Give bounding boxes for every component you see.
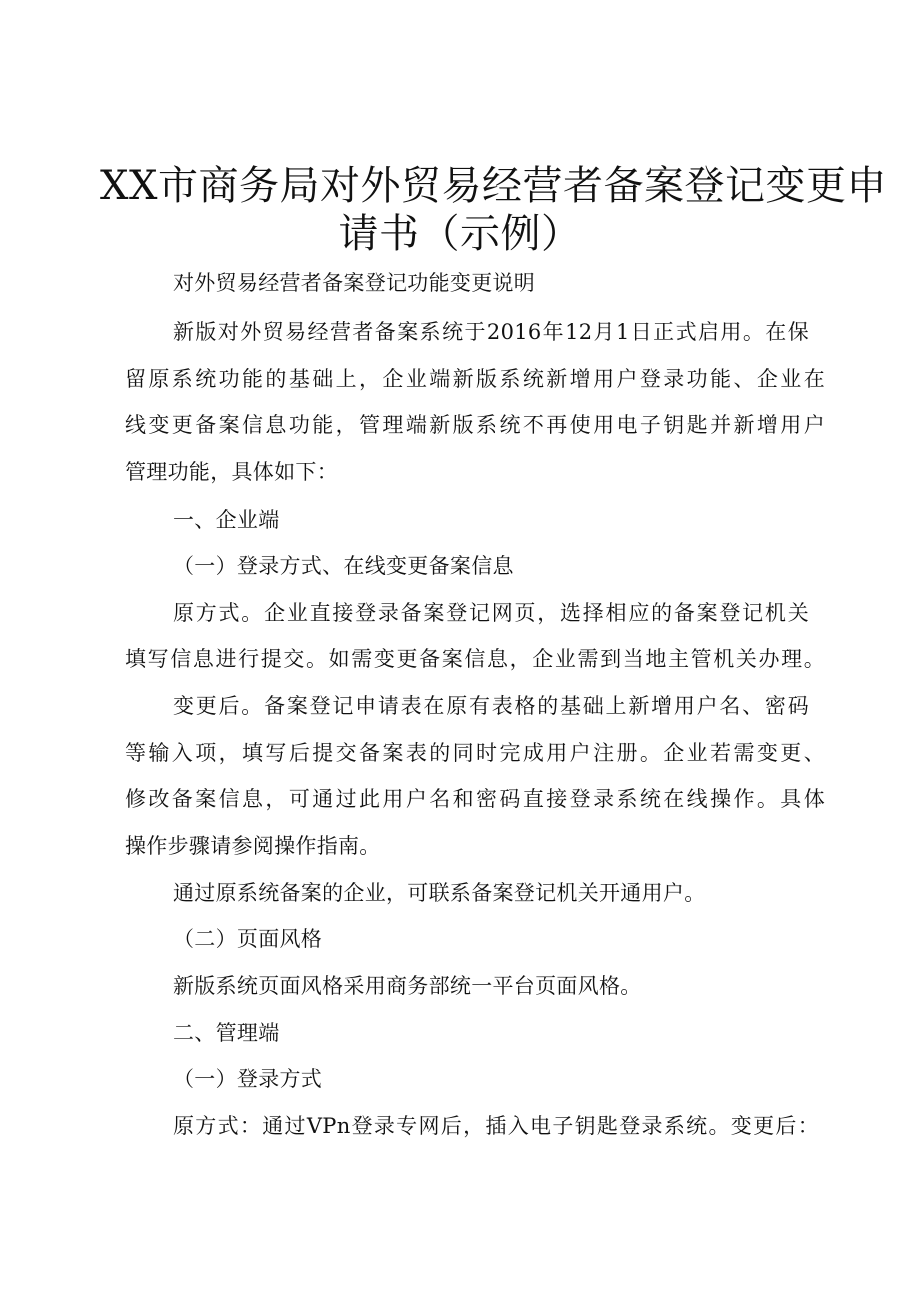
paragraph-line: 通过原系统备案的企业，可联系备案登记机关开通用户。 [173,881,706,905]
subsection-heading: （一）登录方式 [173,1067,323,1091]
paragraph-line: 管理功能，具体如下： [125,460,338,484]
paragraph-line: 原方式：通过VPn登录专网后，插入电子钥匙登录系统。变更后： [173,1114,819,1138]
subsection-heading: （二）页面风格 [173,927,323,951]
subsection-heading: （一）登录方式、在线变更备案信息 [173,554,514,578]
paragraph-line: 等输入项，填写后提交备案表的同时完成用户注册。企业若需变更、 [125,741,825,765]
document-title-line-1: XX市商务局对外贸易经营者备案登记变更申 [100,163,887,209]
section-heading: 二、管理端 [173,1021,280,1045]
section-heading: 对外贸易经营者备案登记功能变更说明 [173,271,536,295]
paragraph-line: 操作步骤请参阅操作指南。 [125,834,381,858]
paragraph-line: 变更后。备案登记申请表在原有表格的基础上新增用户名、密码 [173,694,809,718]
document-title-line-2: 请书（示例） [338,211,582,257]
paragraph-line: 留原系统功能的基础上，企业端新版系统新增用户登录功能、企业在 [125,367,825,391]
paragraph-line: 原方式。企业直接登录备案登记网页，选择相应的备案登记机关 [173,601,809,625]
section-heading: 一、企业端 [173,508,280,532]
paragraph-line: 修改备案信息，可通过此用户名和密码直接登录系统在线操作。具体 [125,787,825,811]
paragraph-line: 线变更备案信息功能，管理端新版系统不再使用电子钥匙并新增用户 [125,413,825,437]
paragraph-line: 填写信息进行提交。如需变更备案信息，企业需到当地主管机关办理。 [125,647,825,671]
paragraph-line: 新版对外贸易经营者备案系统于2016年12月1日正式启用。在保 [173,320,809,344]
paragraph-line: 新版系统页面风格采用商务部统一平台页面风格。 [173,974,642,998]
